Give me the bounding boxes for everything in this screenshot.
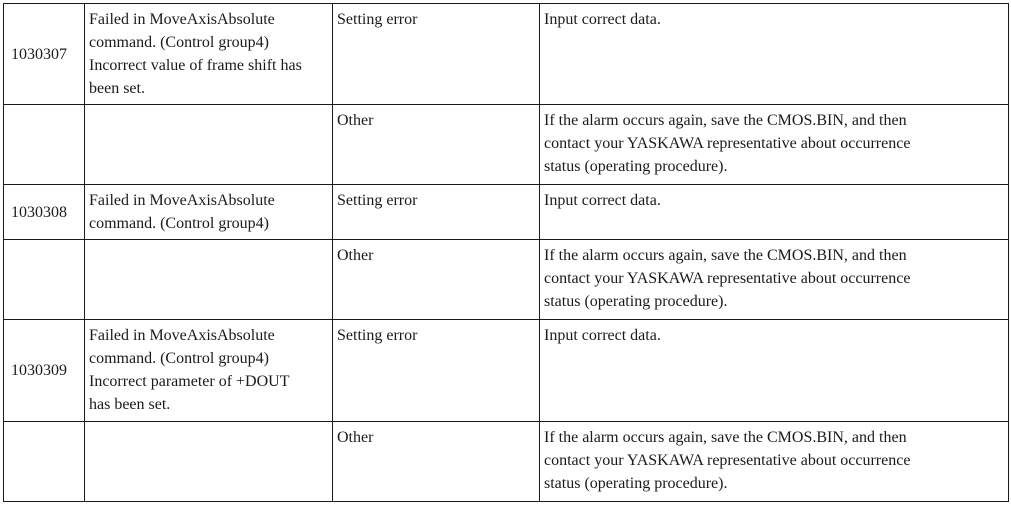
alarm-cause: Setting error (333, 320, 540, 422)
table-row (4, 105, 1009, 185)
alarm-code: 1030309 (4, 320, 85, 422)
alarm-cause: Other (333, 105, 540, 185)
alarm-description: Failed in MoveAxisAbsolute command. (Control group4) Incorrect value of frame shift has been set. (85, 4, 333, 105)
table-row (4, 240, 1009, 320)
alarm-description: Failed in MoveAxisAbsolute command. (Control group4) Incorrect parameter of +DOUT has been set. (85, 320, 333, 422)
alarm-cause: Other (333, 240, 540, 320)
alarm-table (3, 3, 1009, 502)
table-row (4, 422, 1009, 502)
table-row (4, 185, 1009, 240)
alarm-remedy: Input correct data. (540, 4, 1009, 105)
empty-cell (4, 240, 85, 320)
alarm-cause: Other (333, 422, 540, 502)
empty-cell (4, 422, 85, 502)
alarm-code: 1030308 (4, 185, 85, 240)
empty-cell (85, 240, 333, 320)
alarm-remedy: Input correct data. (540, 185, 1009, 240)
alarm-remedy: If the alarm occurs again, save the CMOS.BIN, and then contact your YASKAWA representative about occurrence status (operating procedure). (540, 240, 1009, 320)
alarm-description: Failed in MoveAxisAbsolute command. (Control group4) (85, 185, 333, 240)
table-row (4, 4, 1009, 105)
alarm-remedy: Input correct data. (540, 320, 1009, 422)
empty-cell (85, 105, 333, 185)
alarm-cause: Setting error (333, 4, 540, 105)
alarm-remedy: If the alarm occurs again, save the CMOS.BIN, and then contact your YASKAWA representative about occurrence status (operating procedure). (540, 422, 1009, 502)
alarm-remedy: If the alarm occurs again, save the CMOS.BIN, and then contact your YASKAWA representative about occurrence status (operating procedure). (540, 105, 1009, 185)
table-row (4, 320, 1009, 422)
alarm-code: 1030307 (4, 4, 85, 105)
alarm-cause: Setting error (333, 185, 540, 240)
empty-cell (4, 105, 85, 185)
empty-cell (85, 422, 333, 502)
